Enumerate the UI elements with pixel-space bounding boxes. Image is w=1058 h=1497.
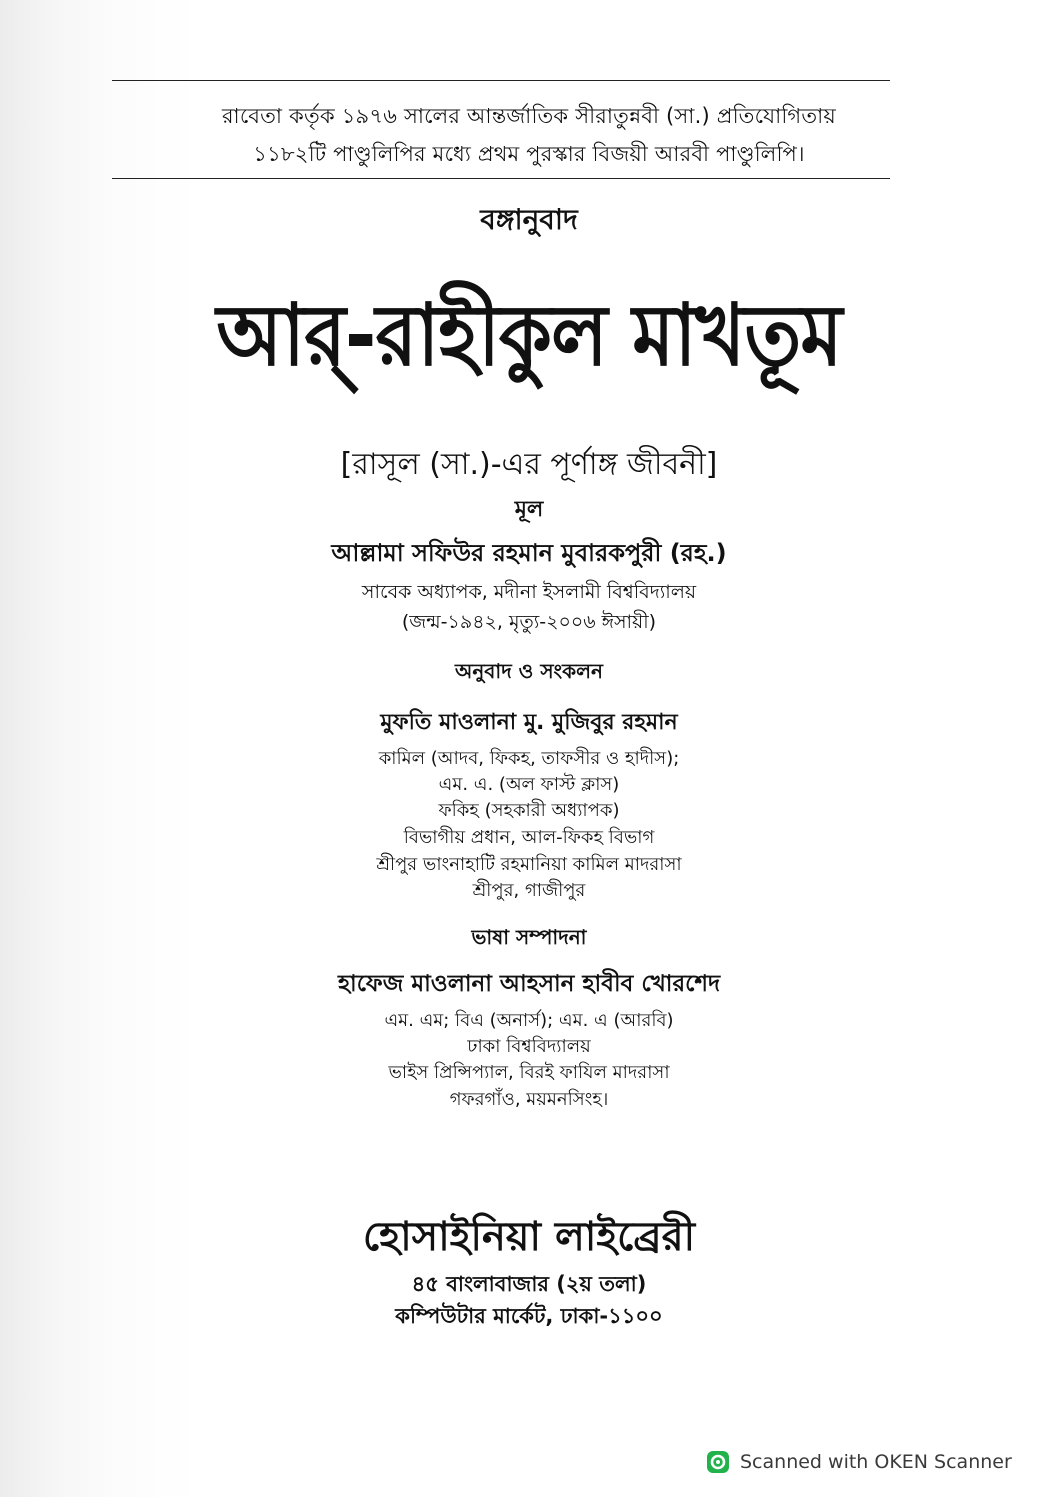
author-detail-2: (জন্ম-১৯৪২, মৃত্যু-২০০৬ ঈসায়ী) — [401, 611, 657, 633]
translator-detail-5: শ্রীপুর ভাংনাহাটি রহমানিয়া কামিল মাদরাসা — [376, 854, 682, 875]
publisher-address-2: কম্পিউটার মার্কেট, ঢাকা-১১০০ — [395, 1304, 663, 1328]
editor-label: ভাষা সম্পাদনা — [471, 925, 587, 949]
award-line-2: ১১৮২টি পাণ্ডুলিপির মধ্যে প্রথম পুরস্কার বিজয়ী আরবী পাণ্ডুলিপি। — [253, 142, 805, 166]
editor-detail-3: ভাইস প্রিন্সিপ্যাল, বিরই ফাযিল মাদরাসা — [388, 1062, 670, 1083]
translator-detail-6: শ্রীপুর, গাজীপুর — [472, 880, 586, 901]
translator-detail-1: কামিল (আদব, ফিকহ, তাফসীর ও হাদীস); — [378, 748, 680, 769]
editor-detail-1: এম. এম; বিএ (অনার্স); এম. এ (আরবি) — [384, 1010, 674, 1031]
scanner-watermark — [706, 1448, 1012, 1476]
original-author: আল্লামা সফিউর রহমান মুবারকপুরী (রহ.) — [331, 539, 727, 567]
original-label: মূল — [514, 497, 544, 522]
author-detail-1: সাবেক অধ্যাপক, মদীনা ইসলামী বিশ্ববিদ্যালয় — [361, 581, 697, 603]
translator-detail-4: বিভাগীয় প্রধান, আল-ফিকহ বিভাগ — [403, 827, 655, 848]
book-title: আর্-রাহীকুল মাখতূম — [216, 284, 842, 385]
translator-label: অনুবাদ ও সংকলন — [455, 659, 603, 683]
oken-scanner-logo-icon — [706, 1450, 730, 1474]
award-bottom-rule — [112, 178, 890, 179]
publisher-name: হোসাইনিয়া লাইব্রেরী — [362, 1214, 696, 1260]
editor-name: হাফেজ মাওলানা আহসান হাবীব খোরশেদ — [337, 971, 721, 997]
translator-detail-3: ফকিহ (সহকারী অধ্যাপক) — [438, 800, 620, 821]
translator-detail-2: এম. এ. (অল ফাস্ট ক্লাস) — [438, 774, 620, 795]
translation-label: বঙ্গানুবাদ — [480, 203, 578, 236]
editor-detail-2: ঢাকা বিশ্ববিদ্যালয় — [467, 1036, 591, 1057]
translator-name: মুফতি মাওলানা মু. মুজিবুর রহমান — [380, 710, 678, 735]
top-rule — [112, 80, 890, 81]
editor-detail-4: গফরগাঁও, ময়মনসিংহ। — [449, 1089, 609, 1110]
publisher-address-1: ৪৫ বাংলাবাজার (২য় তলা) — [411, 1272, 647, 1296]
book-subtitle: [রাসূল (সা.)-এর পূর্ণাঙ্গ জীবনী] — [340, 447, 718, 482]
award-line-1: রাবেতা কর্তৃক ১৯৭৬ সালের আন্তর্জাতিক সীরাতুন্নবী (সা.) প্রতিযোগিতায় — [222, 104, 836, 128]
scanner-watermark-text: Scanned with OKEN Scanner — [740, 1451, 1012, 1473]
